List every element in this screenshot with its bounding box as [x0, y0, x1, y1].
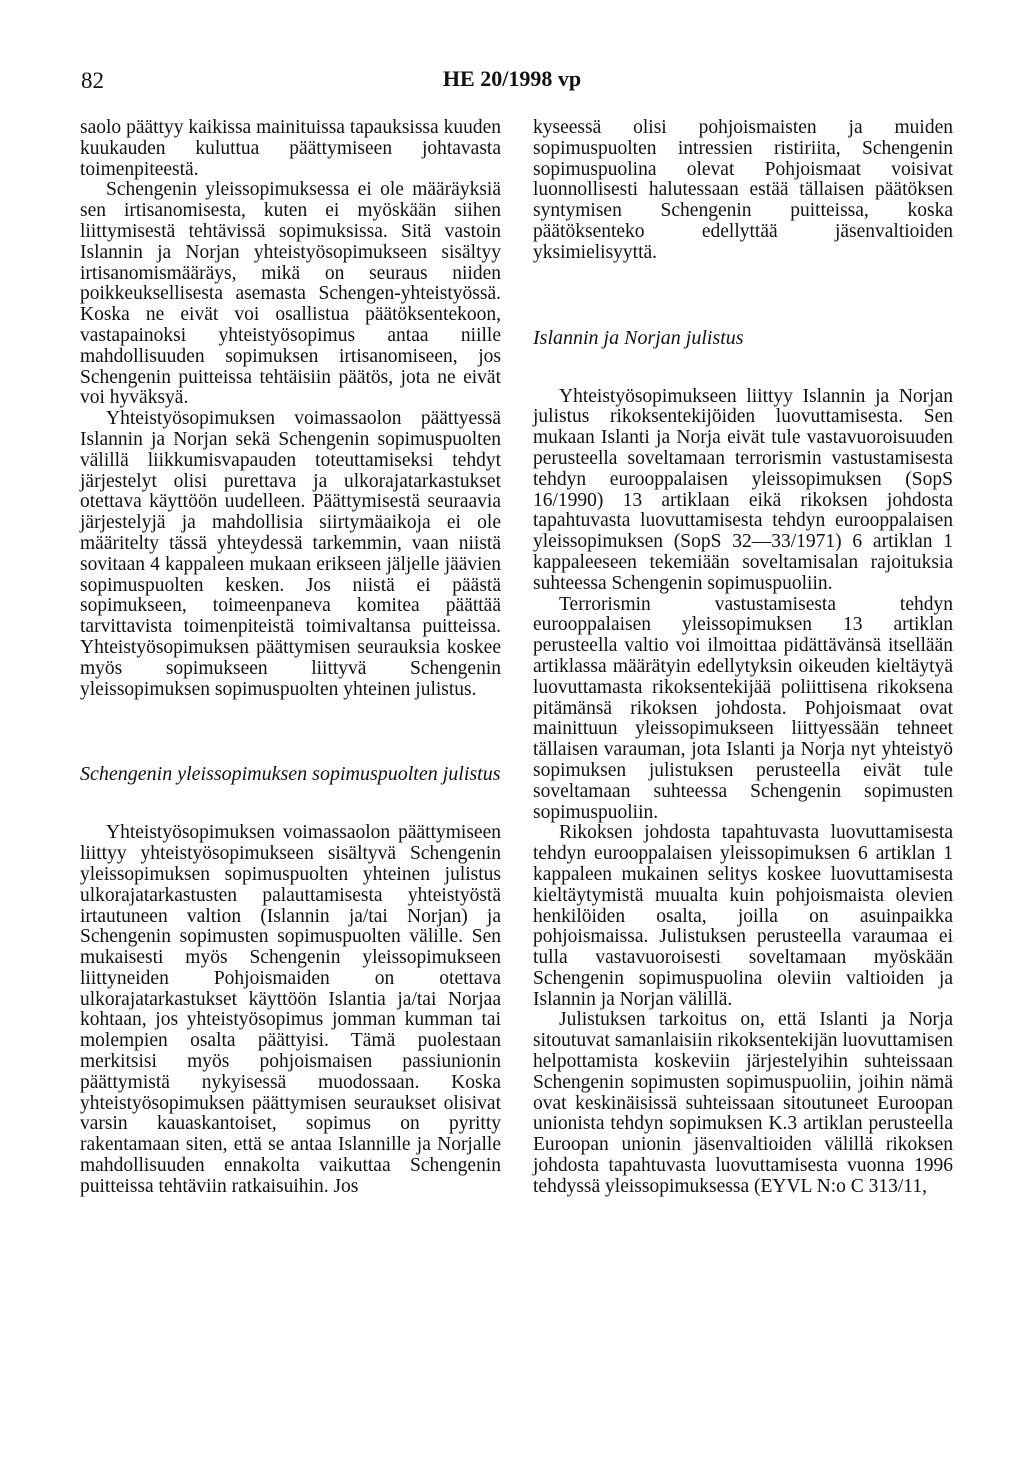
right-paragraph-5: Julistuksen tarkoitus on, että Islanti ja Norja sitoutuvat samanlaisiin rikoksentekijän luovuttamisen helpottamista koskeviin järjestelyihin suhteissaan Schengenin sopimusten sopimuspuoliin, joihin nämä ovat keskinäisissä suhteissaan sitoutuneet Euroopan unionista tehdyn sopimuksen K.3 artiklan perusteella Euroopan unionin jäsenvaltioiden välillä rikoksen johdosta tapahtuvasta luovuttamisesta vuonna 1996 tehdyssä yleissopimuksessa (EYVL N:o C 313/11,	[533, 1009, 953, 1197]
left-paragraph-1: saolo päättyy kaikissa mainituissa tapauksissa kuuden kuukauden kuluttua päättymiseen johtavasta toimenpiteestä.	[80, 117, 501, 180]
section-heading-schengen-declaration: Schengenin yleissopimuksen sopimuspuolten julistus	[80, 763, 501, 786]
right-paragraph-1: kyseessä olisi pohjoismaisten ja muiden sopimuspuolten intressien ristiriita, Schengenin sopimuspuolina olevat Pohjoismaat voisivat luonnollisesti halutessaan estää tällaisen päätöksen syntymisen Schengenin puitteissa, koska päätöksenteko edellyttää jäsenvaltioiden yksimielisyyttä.	[533, 117, 953, 263]
left-paragraph-2: Schengenin yleissopimuksessa ei ole määräyksiä sen irtisanomisesta, kuten ei myöskään siihen liittymisestä tehtävissä sopimuksissa. Sitä vastoin Islannin ja Norjan yhteistyösopimukseen sisältyy irtisanomismääräys, mikä on seuraus niiden poikkeuksellisesta asemasta Schengen-yhteistyössä. Koska ne eivät voi osallistua päätöksentekoon, vastapainoksi yhteistyösopimus antaa niille mahdollisuuden sopimuksen irtisanomiseen, jos Schengenin puitteissa tehtäisiin päätös, jota ne eivät voi hyväksyä.	[80, 179, 501, 409]
left-paragraph-3: Yhteistyösopimuksen voimassaolon päättyessä Islannin ja Norjan sekä Schengenin sopimuspuolten välillä liikkumisvapauden toteuttamiseksi tehdyt järjestelyt olisi purettava ja ulkorajatarkastukset otettava käyttöön uudelleen. Päättymisestä seuraavia järjestelyjä ja mahdollisia siirtymäaikoja ei ole määritelty tässä yhteydessä tarkemmin, vaan niistä sovitaan 4 kappaleen mukaan erikseen jäljelle jäävien sopimuspuolten kesken. Jos niistä ei päästä sopimukseen, toimeenpaneva komitea päättää tarvittavista toimenpiteistä toimivaltansa puitteissa. Yhteistyösopimuksen päättymisen seurauksia koskee myös sopimukseen liittyvä Schengenin yleissopimuksen sopimuspuolten yhteinen julistus.	[80, 408, 501, 700]
left-column	[80, 118, 501, 1198]
page-number: 82	[81, 68, 104, 93]
right-paragraph-4: Rikoksen johdosta tapahtuvasta luovuttamisesta tehdyn eurooppalaisen yleissopimuksen 6 artiklan 1 kappaleen mukainen selitys koskee luovuttamisesta kieltäytymistä muualta kuin pohjoismaista olevien henkilöiden osalta, joilla on asuinpaikka pohjoismaissa. Julistuksen perusteella varaumaa ei tulla vastavuoroisesti soveltamaan myöskään Schengenin sopimuspuolina oleviin valtioiden ja Islannin ja Norjan välillä.	[533, 822, 953, 1010]
right-paragraph-3: Terrorismin vastustamisesta tehdyn eurooppalaisen yleissopimuksen 13 artiklan perusteella valtio voi ilmoittaa pidättävänsä itsellään artiklassa määrätyin edellytyksin oikeuden kieltäytyä luovuttamasta rikoksentekijää poliittisena rikoksena pitämänsä rikoksen johdosta. Pohjoismaat ovat mainittuun yleissopimukseen liittyessään tehneet tällaisen varauman, jota Islanti ja Norja nyt yhteistyö sopimuksen julistuksen perusteella eivät tule soveltamaan suhteessa Schengenin sopimusten sopimuspuoliin.	[533, 593, 953, 823]
document-header-title: HE 20/1998 vp	[442, 66, 582, 91]
left-paragraph-4: Yhteistyösopimuksen voimassaolon päättymiseen liittyy yhteistyösopimukseen sisältyvä Schengenin yleissopimuksen sopimuspuolten yhteinen julistus ulkorajatarkastusten palauttamisesta yhteistyöstä irtautuneen valtion (Islannin ja/tai Norjan) ja Schengenin sopimusten sopimuspuolten välille. Sen mukaisesti myös Schengenin yleissopimukseen liittyneiden Pohjoismaiden on otettava ulkorajatarkastukset käyttöön Islantia ja/tai Norjaa kohtaan, jos yhteistyösopimus jomman kumman tai molempien osalta päättyisi. Tämä puolestaan merkitsisi myös pohjoismaisen passiunionin päättymistä nykyisessä muodossaan. Koska yhteistyösopimuksen päättymisen seuraukset olisivat varsin kauaskantoiset, sopimus on pyritty rakentamaan siten, että se antaa Islannille ja Norjalle mahdollisuuden ennakolta vaikuttaa Schengenin puitteissa tehtäviin ratkaisuihin. Jos	[80, 822, 501, 1197]
right-column	[533, 118, 953, 1198]
section-heading-iceland-norway-declaration: Islannin ja Norjan julistus	[533, 326, 744, 349]
right-paragraph-2: Yhteistyösopimukseen liittyy Islannin ja Norjan julistus rikoksentekijöiden luovuttamisesta. Sen mukaan Islanti ja Norja eivät tule vastavuoroisuuden perusteella soveltamaan terrorismin vastustamisesta tehdyn eurooppalaisen yleissopimuksen (SopS 16/1990) 13 artiklaan eikä rikoksen johdosta tapahtuvasta luovuttamisesta tehdyn eurooppalaisen yleissopimuksen (SopS 32—33/1971) 6 artiklan 1 kappaleeseen tekemiään soveltamisalan rajoituksia suhteessa Schengenin sopimuspuoliin.	[533, 385, 953, 594]
